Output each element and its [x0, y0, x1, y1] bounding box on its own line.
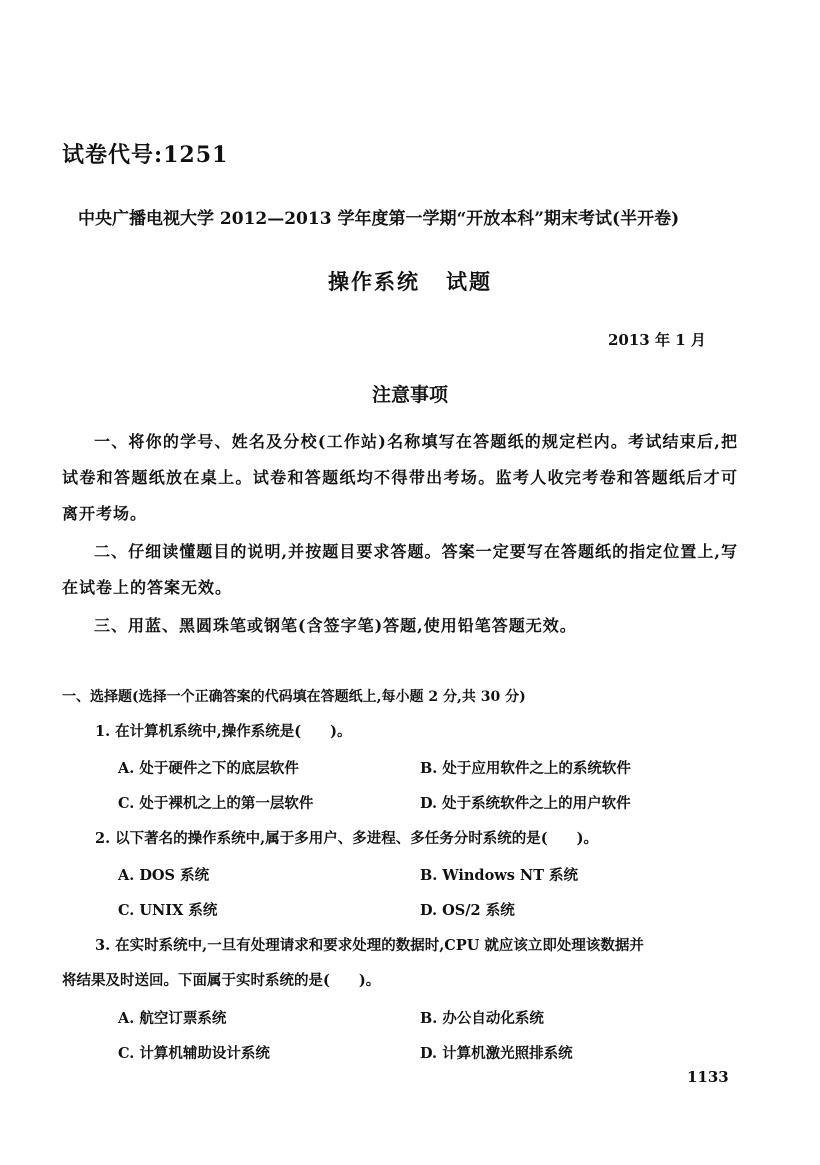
question-3-option-c: C. 计算机辅助设计系统 — [118, 1045, 270, 1062]
question-3-option-a: A. 航空订票系统 — [118, 1010, 227, 1027]
question-1-option-c: C. 处于裸机之上的第一层软件 — [118, 795, 314, 812]
title-subject: 操作系统 — [328, 269, 420, 294]
section-title: 一、选择题(选择一个正确答案的代码填在答题纸上,每小题 2 分,共 30 分) — [62, 689, 526, 705]
exam-date: 2013 年 1 月 — [608, 331, 706, 349]
question-2-stem: 2. 以下著名的操作系统中,属于多用户、多进程、多任务分时系统的是( )。 — [95, 830, 598, 847]
question-2-option-b: B. Windows NT 系统 — [420, 867, 579, 884]
question-2-option-a: A. DOS 系统 — [118, 867, 210, 884]
notice-item-1: 一、将你的学号、姓名及分校(工作站)名称填写在答题纸的规定栏内。考试结束后,把试卷和答题纸放在桌上。试卷和答题纸均不得带出考场。监考人收完考卷和答题纸后才可离开考场。 — [62, 432, 738, 523]
question-3-stem-line-2: 将结果及时送回。下面属于实时系统的是( )。 — [62, 972, 381, 989]
question-1-option-b: B. 处于应用软件之上的系统软件 — [420, 760, 631, 777]
question-1-option-a: A. 处于硬件之下的底层软件 — [118, 760, 299, 777]
notice-item-2: 二、仔细读懂题目的说明,并按题目要求答题。答案一定要写在答题纸的指定位置上,写在试卷上的答案无效。 — [62, 542, 738, 597]
page-number: 1133 — [687, 1068, 729, 1086]
notice-title: 注意事项 — [371, 384, 448, 406]
question-2-option-d: D. OS/2 系统 — [420, 902, 515, 919]
question-1-option-d: D. 处于系统软件之上的用户软件 — [420, 795, 631, 812]
paper-title — [0, 266, 820, 296]
paper-code: 试卷代号:1251 — [62, 142, 229, 168]
question-1-stem: 1. 在计算机系统中,操作系统是( )。 — [95, 723, 352, 740]
title-suffix: 试题 — [446, 269, 492, 294]
question-3-stem-line-1: 3. 在实时系统中,一旦有处理请求和要求处理的数据时,CPU 就应该立即处理该数据并 — [95, 937, 644, 954]
notice-item-3: 三、用蓝、黑圆珠笔或钢笔(含签字笔)答题,使用铅笔答题无效。 — [94, 616, 577, 635]
exam-header: 中央广播电视大学 2012—2013 学年度第一学期“开放本科”期末考试(半开卷) — [78, 209, 680, 229]
question-3-option-d: D. 计算机激光照排系统 — [420, 1045, 573, 1062]
question-3-option-b: B. 办公自动化系统 — [420, 1010, 544, 1027]
question-2-option-c: C. UNIX 系统 — [118, 902, 218, 919]
